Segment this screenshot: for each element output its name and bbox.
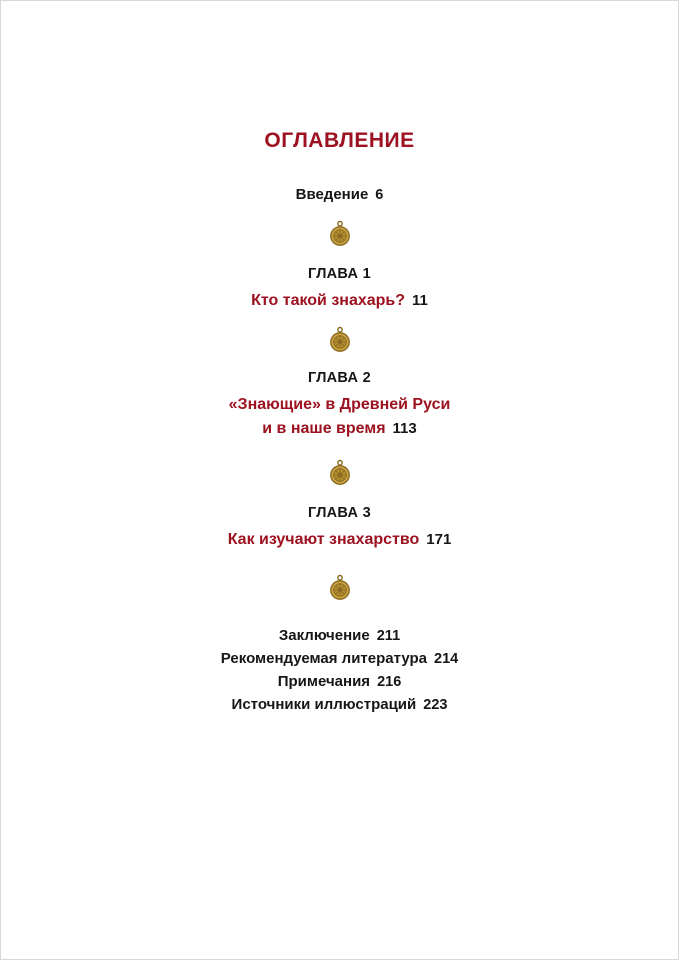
toc-entry-page: 6	[375, 187, 384, 203]
toc-entry-conclusion[interactable]	[1, 624, 678, 647]
toc-entry-illustrations[interactable]	[1, 693, 678, 716]
toc-entry-chapter-1[interactable]	[1, 264, 678, 312]
spacer	[1, 206, 678, 220]
chapter-title-line-1: «Знающие» в Древней Руси	[228, 396, 451, 414]
toc-entry-label: Заключение	[278, 626, 370, 644]
toc-entry-chapter-3[interactable]	[1, 503, 678, 551]
spacer	[1, 602, 678, 624]
chapter-title-line-2: и в наше время	[262, 420, 386, 438]
chapter-number: ГЛАВА 3	[308, 505, 371, 522]
toc-entry-page: 113	[392, 420, 417, 438]
toc-entry-label: Примечания	[277, 672, 371, 690]
amulet-ornament-icon	[328, 220, 352, 248]
toc-entry-page: 216	[377, 673, 402, 690]
toc-entry-page: 214	[434, 650, 459, 667]
toc-entry-introduction[interactable]	[1, 183, 678, 206]
chapter-title-row	[1, 417, 678, 441]
chapter-number: ГЛАВА 1	[308, 266, 371, 283]
toc-entry-label: Введение	[295, 186, 369, 203]
chapter-title-text: Кто такой знахарь?	[251, 292, 406, 310]
toc-entry-label: Источники иллюстраций	[231, 696, 417, 714]
page-title: ОГЛАВЛЕНИЕ	[264, 129, 415, 152]
ornament-divider-3	[1, 459, 678, 487]
spacer	[1, 487, 678, 503]
chapter-title-text: Как изучают знахарство	[227, 531, 420, 549]
toc-entry-label: Рекомендуемая литература	[220, 649, 427, 667]
table-of-contents	[1, 129, 678, 716]
ornament-divider-1	[1, 220, 678, 248]
spacer	[1, 248, 678, 264]
spacer	[1, 441, 678, 459]
amulet-ornament-icon	[328, 326, 352, 354]
spacer	[1, 552, 678, 574]
chapter-title-row	[1, 528, 678, 551]
toc-entry-bibliography[interactable]	[1, 647, 678, 670]
chapter-number: ГЛАВА 2	[308, 370, 371, 387]
chapter-title-row	[1, 289, 678, 312]
toc-entry-page: 223	[423, 697, 448, 714]
spacer	[1, 312, 678, 326]
spacer	[1, 354, 678, 368]
ornament-divider-4	[1, 574, 678, 602]
amulet-ornament-icon	[328, 574, 352, 602]
toc-entry-notes[interactable]	[1, 670, 678, 693]
back-matter-list	[1, 624, 678, 717]
amulet-ornament-icon	[328, 459, 352, 487]
toc-entry-page: 171	[426, 531, 452, 549]
toc-entry-chapter-2[interactable]	[1, 368, 678, 441]
ornament-divider-2	[1, 326, 678, 354]
toc-entry-page: 11	[412, 292, 428, 310]
toc-entry-page: 211	[376, 627, 401, 644]
